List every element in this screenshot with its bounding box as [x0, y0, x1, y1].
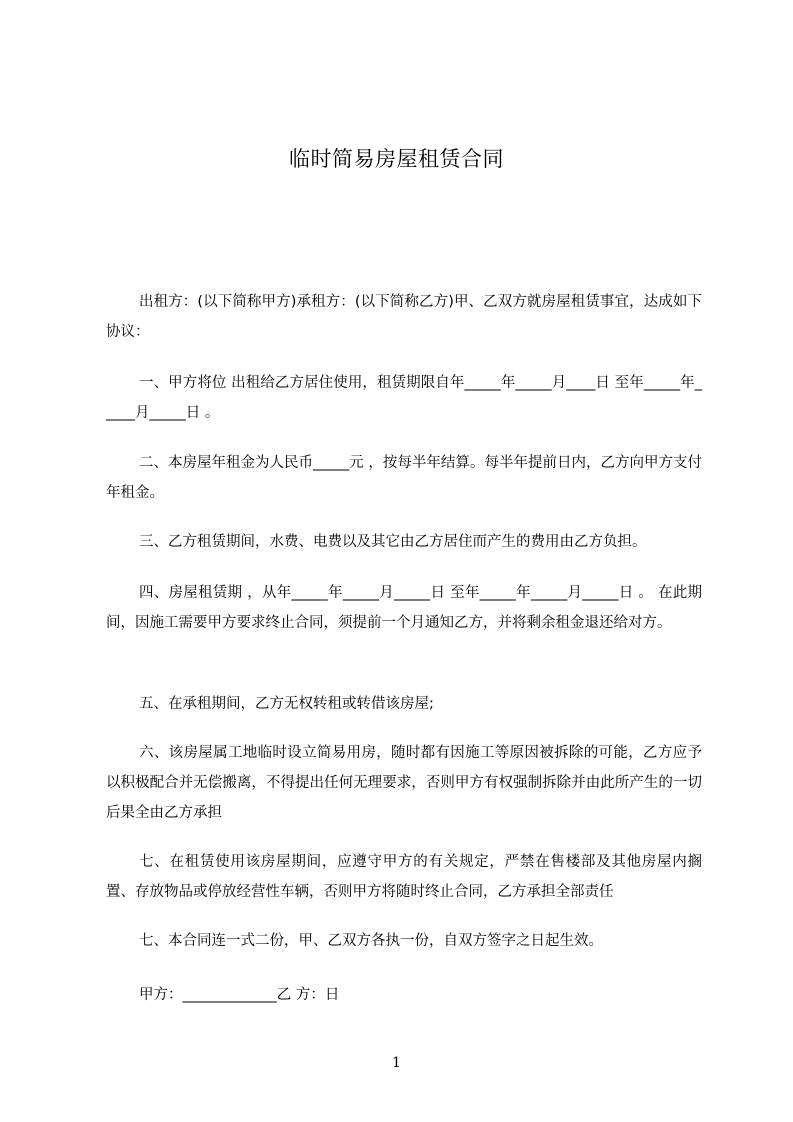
document-title: 临时简易房屋租赁合同	[289, 147, 504, 171]
paragraph-clause-7b: 七、本合同连一式二份，甲、乙双方各执一份，自双方签字之日起生效。	[139, 933, 603, 949]
paragraph-clause-7a: 七、在租赁使用该房屋期间，应遵守甲方的有关规定，严禁在售楼部及其他房屋内搁置、存放物品或停放经营性车辆，否则甲方将随时终止合同，乙方承担全部责任	[106, 854, 702, 900]
page-number: 1	[392, 1055, 401, 1071]
paragraph-clause-5: 五、在承租期间，乙方无权转租或转借该房屋;	[139, 696, 434, 712]
signature-line: 甲方：_____________乙 方：日	[139, 987, 340, 1003]
paragraph-clause-6: 六、该房屋属工地临时设立简易用房，随时都有因施工等原因被拆除的可能，乙方应予以积极配合并无偿搬离，不得提出任何无理要求，否则甲方有权强制拆除并由此所产生的一切后果全由乙方承担	[106, 745, 702, 821]
paragraph-clause-1: 一、甲方将位 出租给乙方居住使用，租赁期限自年_____年_____月____日 至年_____年_____月_____日 。	[106, 375, 702, 421]
paragraph-parties: 出租方：(以下简称甲方)承租方：(以下简称乙方)甲、乙双方就房屋租赁事宜，达成如下协议：	[106, 294, 702, 340]
paragraph-clause-2: 二、本房屋年租金为人民币_____元 ，按每半年结算。每半年提前日内，乙方向甲方支付年租金。	[106, 455, 702, 501]
paragraph-clause-3: 三、乙方租赁期间，水费、电费以及其它由乙方居住而产生的费用由乙方负担。	[139, 534, 647, 550]
paragraph-clause-4: 四、房屋租赁期 ，从年_____年_____月_____日 至年_____年_____月_____日 。 在此期间，因施工需要甲方要求终止合同，须提前一个月通知乙方，并将剩余租金退还给对方。	[106, 585, 702, 631]
